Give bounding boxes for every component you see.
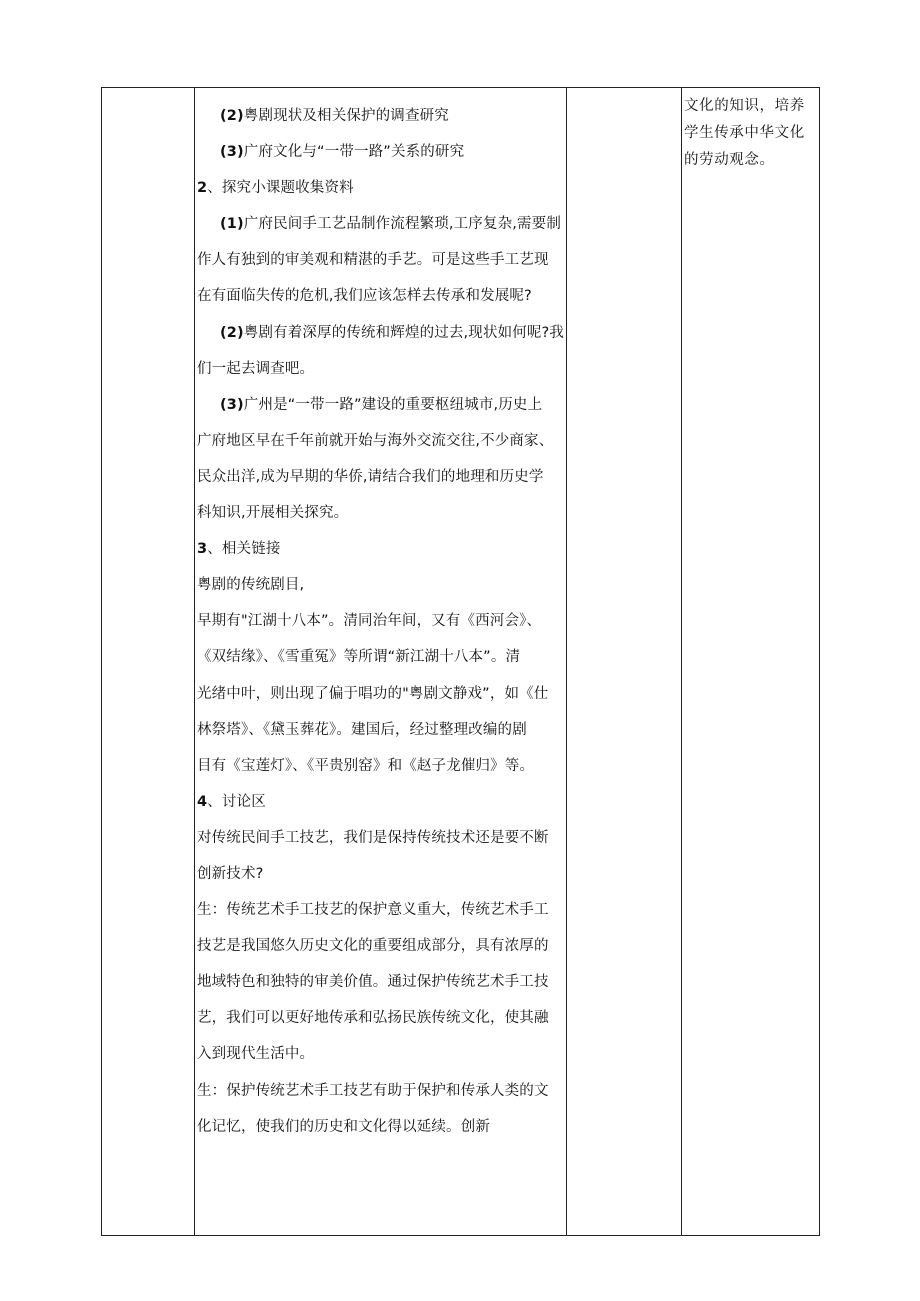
section-heading: 4、讨论区 xyxy=(197,793,266,810)
content-line: 技艺是我国悠久历史文化的重要组成部分，具有浓厚的 xyxy=(197,938,549,955)
intent-line: 学生传承中华文化 xyxy=(684,125,805,141)
content-line: 作人有独到的审美观和精湛的手艺。可是这些手工艺现 xyxy=(197,252,549,269)
content-line: 林祭塔》、《黛玉葬花》。建国后，经过整理改编的剧 xyxy=(197,721,527,738)
content-line: 化记忆，使我们的历史和文化得以延续。创新 xyxy=(197,1118,490,1135)
content-line: 对传统民间手工技艺，我们是保持传统技术还是要不断 xyxy=(197,829,549,846)
design-intent-cell xyxy=(684,93,816,174)
content-line: 广府地区早在千年前就开始与海外交流交往,不少商家、 xyxy=(197,432,554,449)
section-heading: 2、探究小课题收集资料 xyxy=(197,180,354,197)
content-line: 科知识,开展相关探究。 xyxy=(197,505,349,522)
content-line: 地域特色和独特的审美价值。通过保护传统艺术手工技 xyxy=(197,974,549,991)
content-line: 光绪中叶，则出现了偏于唱功的"粤剧文静戏”，如《仕 xyxy=(197,685,549,702)
section-heading: 3、相关链接 xyxy=(197,541,281,558)
content-line: 们一起去调查吧。 xyxy=(197,360,315,377)
content-line: 早期有"江湖十八本”。清同治年间，又有《西河会》、 xyxy=(197,613,542,630)
content-line: (2)粤剧现状及相关保护的调查研究 xyxy=(220,108,449,124)
content-line: 艺，我们可以更好地传承和弘扬民族传统文化，使其融 xyxy=(197,1010,549,1027)
column-divider-3 xyxy=(681,88,682,1235)
intent-line: 文化的知识，培养 xyxy=(684,98,805,114)
content-line: 入到现代生活中。 xyxy=(197,1046,315,1063)
content-line: 民众出洋,成为早期的华侨,请结合我们的地理和历史学 xyxy=(197,468,544,485)
content-line: 创新技术? xyxy=(197,865,264,882)
content-line: 《双结缘》、《雪重冤》等所谓“新江湖十八本”。清 xyxy=(197,649,521,666)
content-line: 在有面临失传的危机,我们应该怎样去传承和发展呢? xyxy=(197,288,532,305)
content-line: 目有《宝莲灯》、《平贵别窑》和《赵子龙催归》等。 xyxy=(197,757,535,774)
intent-line: 的劳动观念。 xyxy=(684,152,775,168)
lesson-plan-table xyxy=(101,87,820,1236)
content-line: 粤剧的传统剧目, xyxy=(197,577,305,594)
content-line: 生：传统艺术手工技艺的保护意义重大，传统艺术手工 xyxy=(197,902,549,919)
content-line: 生：保护传统艺术手工技艺有助于保护和传承人类的文 xyxy=(197,1082,549,1099)
content-line: (3)广州是“一带一路”建设的重要枢纽城市,历史上 xyxy=(220,396,543,413)
content-line: (3)广府文化与“一带一路”关系的研究 xyxy=(220,144,465,161)
activity-content-cell xyxy=(197,98,571,1145)
content-line: (2)粤剧有着深厚的传统和辉煌的过去,现状如何呢?我 xyxy=(220,324,565,341)
content-line: (1)广府民间手工艺品制作流程繁琐,工序复杂,需要制 xyxy=(220,216,561,233)
column-divider-1 xyxy=(194,88,195,1235)
